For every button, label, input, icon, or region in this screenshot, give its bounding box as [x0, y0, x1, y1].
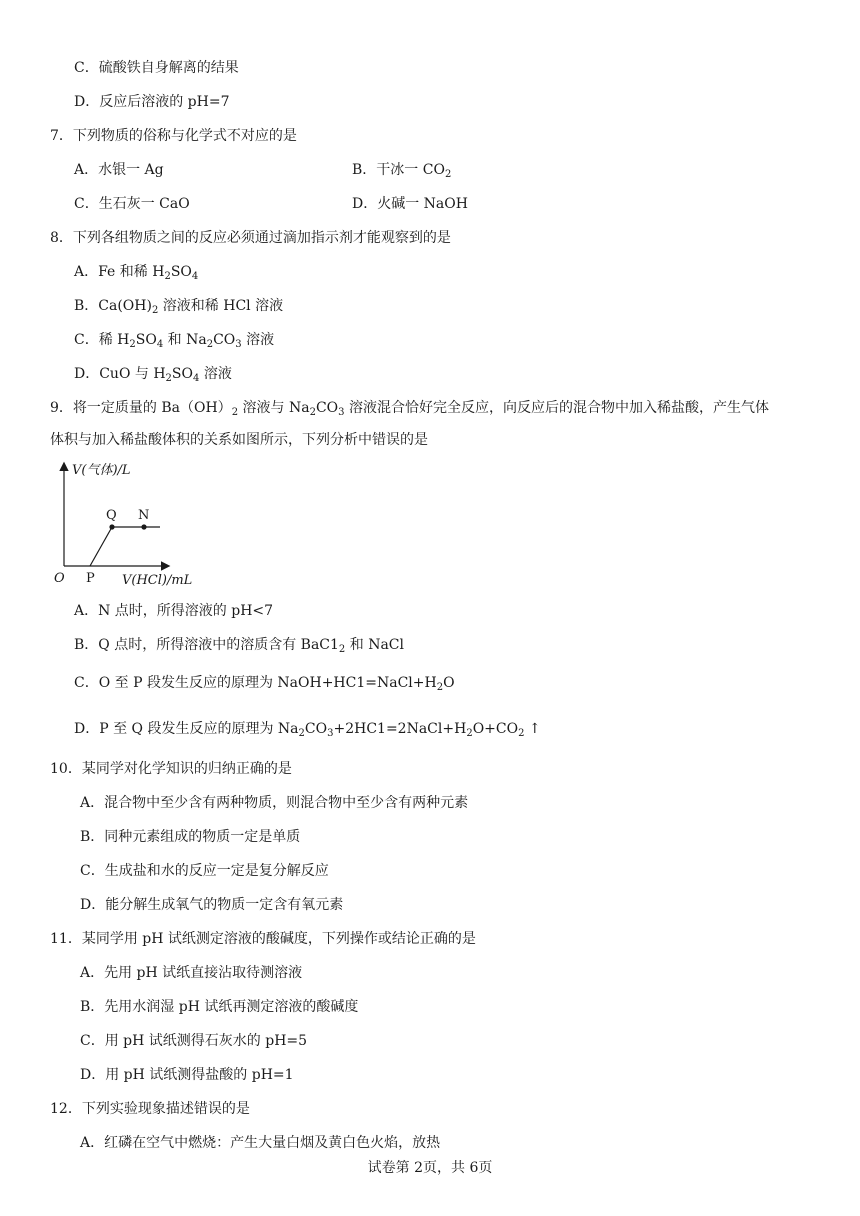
q10-option-d: D．能分解生成氧气的物质一定含有氧元素: [80, 897, 344, 913]
point-n: [141, 524, 146, 529]
q6-option-d: D．反应后溶液的 pH=7: [74, 94, 230, 110]
q12-stem: 12．下列实验现象描述错误的是: [50, 1101, 250, 1117]
q9-option-b: B．Q 点时，所得溶液中的溶质含有 $BaC1_2$ 和 NaCl: [74, 637, 404, 655]
q10-option-a: A．混合物中至少含有两种物质，则混合物中至少含有两种元素: [80, 795, 469, 811]
q11-option-d: D．用 pH 试纸测得盐酸的 pH=1: [80, 1067, 294, 1083]
page-footer: 试卷第 2页，共 6页: [367, 1160, 493, 1176]
q9-option-a: A．N 点时，所得溶液的 pH<7: [74, 603, 274, 619]
q12-option-a: A．红磷在空气中燃烧：产生大量白烟及黄白色火焰，放热: [80, 1135, 441, 1151]
segment-p-q: [90, 527, 112, 566]
q6-option-c: C．硫酸铁自身解离的结果: [74, 60, 239, 76]
q8-stem: 8．下列各组物质之间的反应必须通过滴加指示剂才能观察到的是: [50, 230, 451, 246]
q11-option-c: C．用 pH 试纸测得石灰水的 pH=5: [80, 1033, 308, 1049]
q7-option-b: B．干冰一 $CO_2$: [352, 162, 452, 180]
q8-option-b: B．$Ca(OH)_2$ 溶液和稀 HCl 溶液: [74, 298, 284, 316]
q9-gas-volume-graph: [48, 458, 218, 590]
x-axis-label: V(HCl)/mL: [122, 573, 193, 588]
origin-label: O: [54, 571, 65, 586]
y-axis-label: V(气体)/L: [72, 463, 131, 478]
q9-stem-line2: 体积与加入稀盐酸体积的关系如图所示，下列分析中错误的是: [50, 432, 428, 448]
point-n-label: N: [138, 508, 150, 523]
q9-option-d: D．P 至 Q 段发生反应的原理为 $Na_2CO_3+2HC1=2NaCl+H_2O+CO_2$ ↑: [74, 721, 541, 739]
q11-option-b: B．先用水润湿 pH 试纸再测定溶液的酸碱度: [80, 999, 359, 1015]
q11-option-a: A．先用 pH 试纸直接沾取待测溶液: [80, 965, 303, 981]
q10-option-c: C．生成盐和水的反应一定是复分解反应: [80, 863, 329, 879]
point-q-label: Q: [106, 508, 117, 523]
q8-option-a: A．Fe 和稀 $H_2SO_4$: [74, 264, 199, 282]
q9-option-c: C．O 至 P 段发生反应的原理为 $NaOH+HC1=NaCl+H_2O$: [74, 675, 455, 693]
point-q: [109, 524, 114, 529]
q10-stem: 10．某同学对化学知识的归纳正确的是: [50, 761, 292, 777]
q8-option-c: C．稀 $H_2SO_4$ 和 $Na_2CO_3$ 溶液: [74, 332, 275, 350]
q7-option-c: C．生石灰一 CaO: [74, 196, 190, 212]
q7-option-a: A．水银一 Ag: [74, 162, 164, 178]
q8-option-d: D．CuO 与 $H_2SO_4$ 溶液: [74, 366, 232, 384]
point-p-label: P: [86, 571, 95, 586]
q10-option-b: B．同种元素组成的物质一定是单质: [80, 829, 301, 845]
q7-option-d: D．火碱一 NaOH: [352, 196, 468, 212]
q11-stem: 11．某同学用 pH 试纸测定溶液的酸碱度，下列操作或结论正确的是: [50, 931, 476, 947]
q9-stem-line1: 9．将一定质量的 $Ba(OH)_2$ 溶液与 $Na_2CO_3$ 溶液混合恰好完全反应，向反应后的混合物中加入稀盐酸，产生气体: [50, 400, 769, 418]
q7-stem: 7．下列物质的俗称与化学式不对应的是: [50, 128, 297, 144]
